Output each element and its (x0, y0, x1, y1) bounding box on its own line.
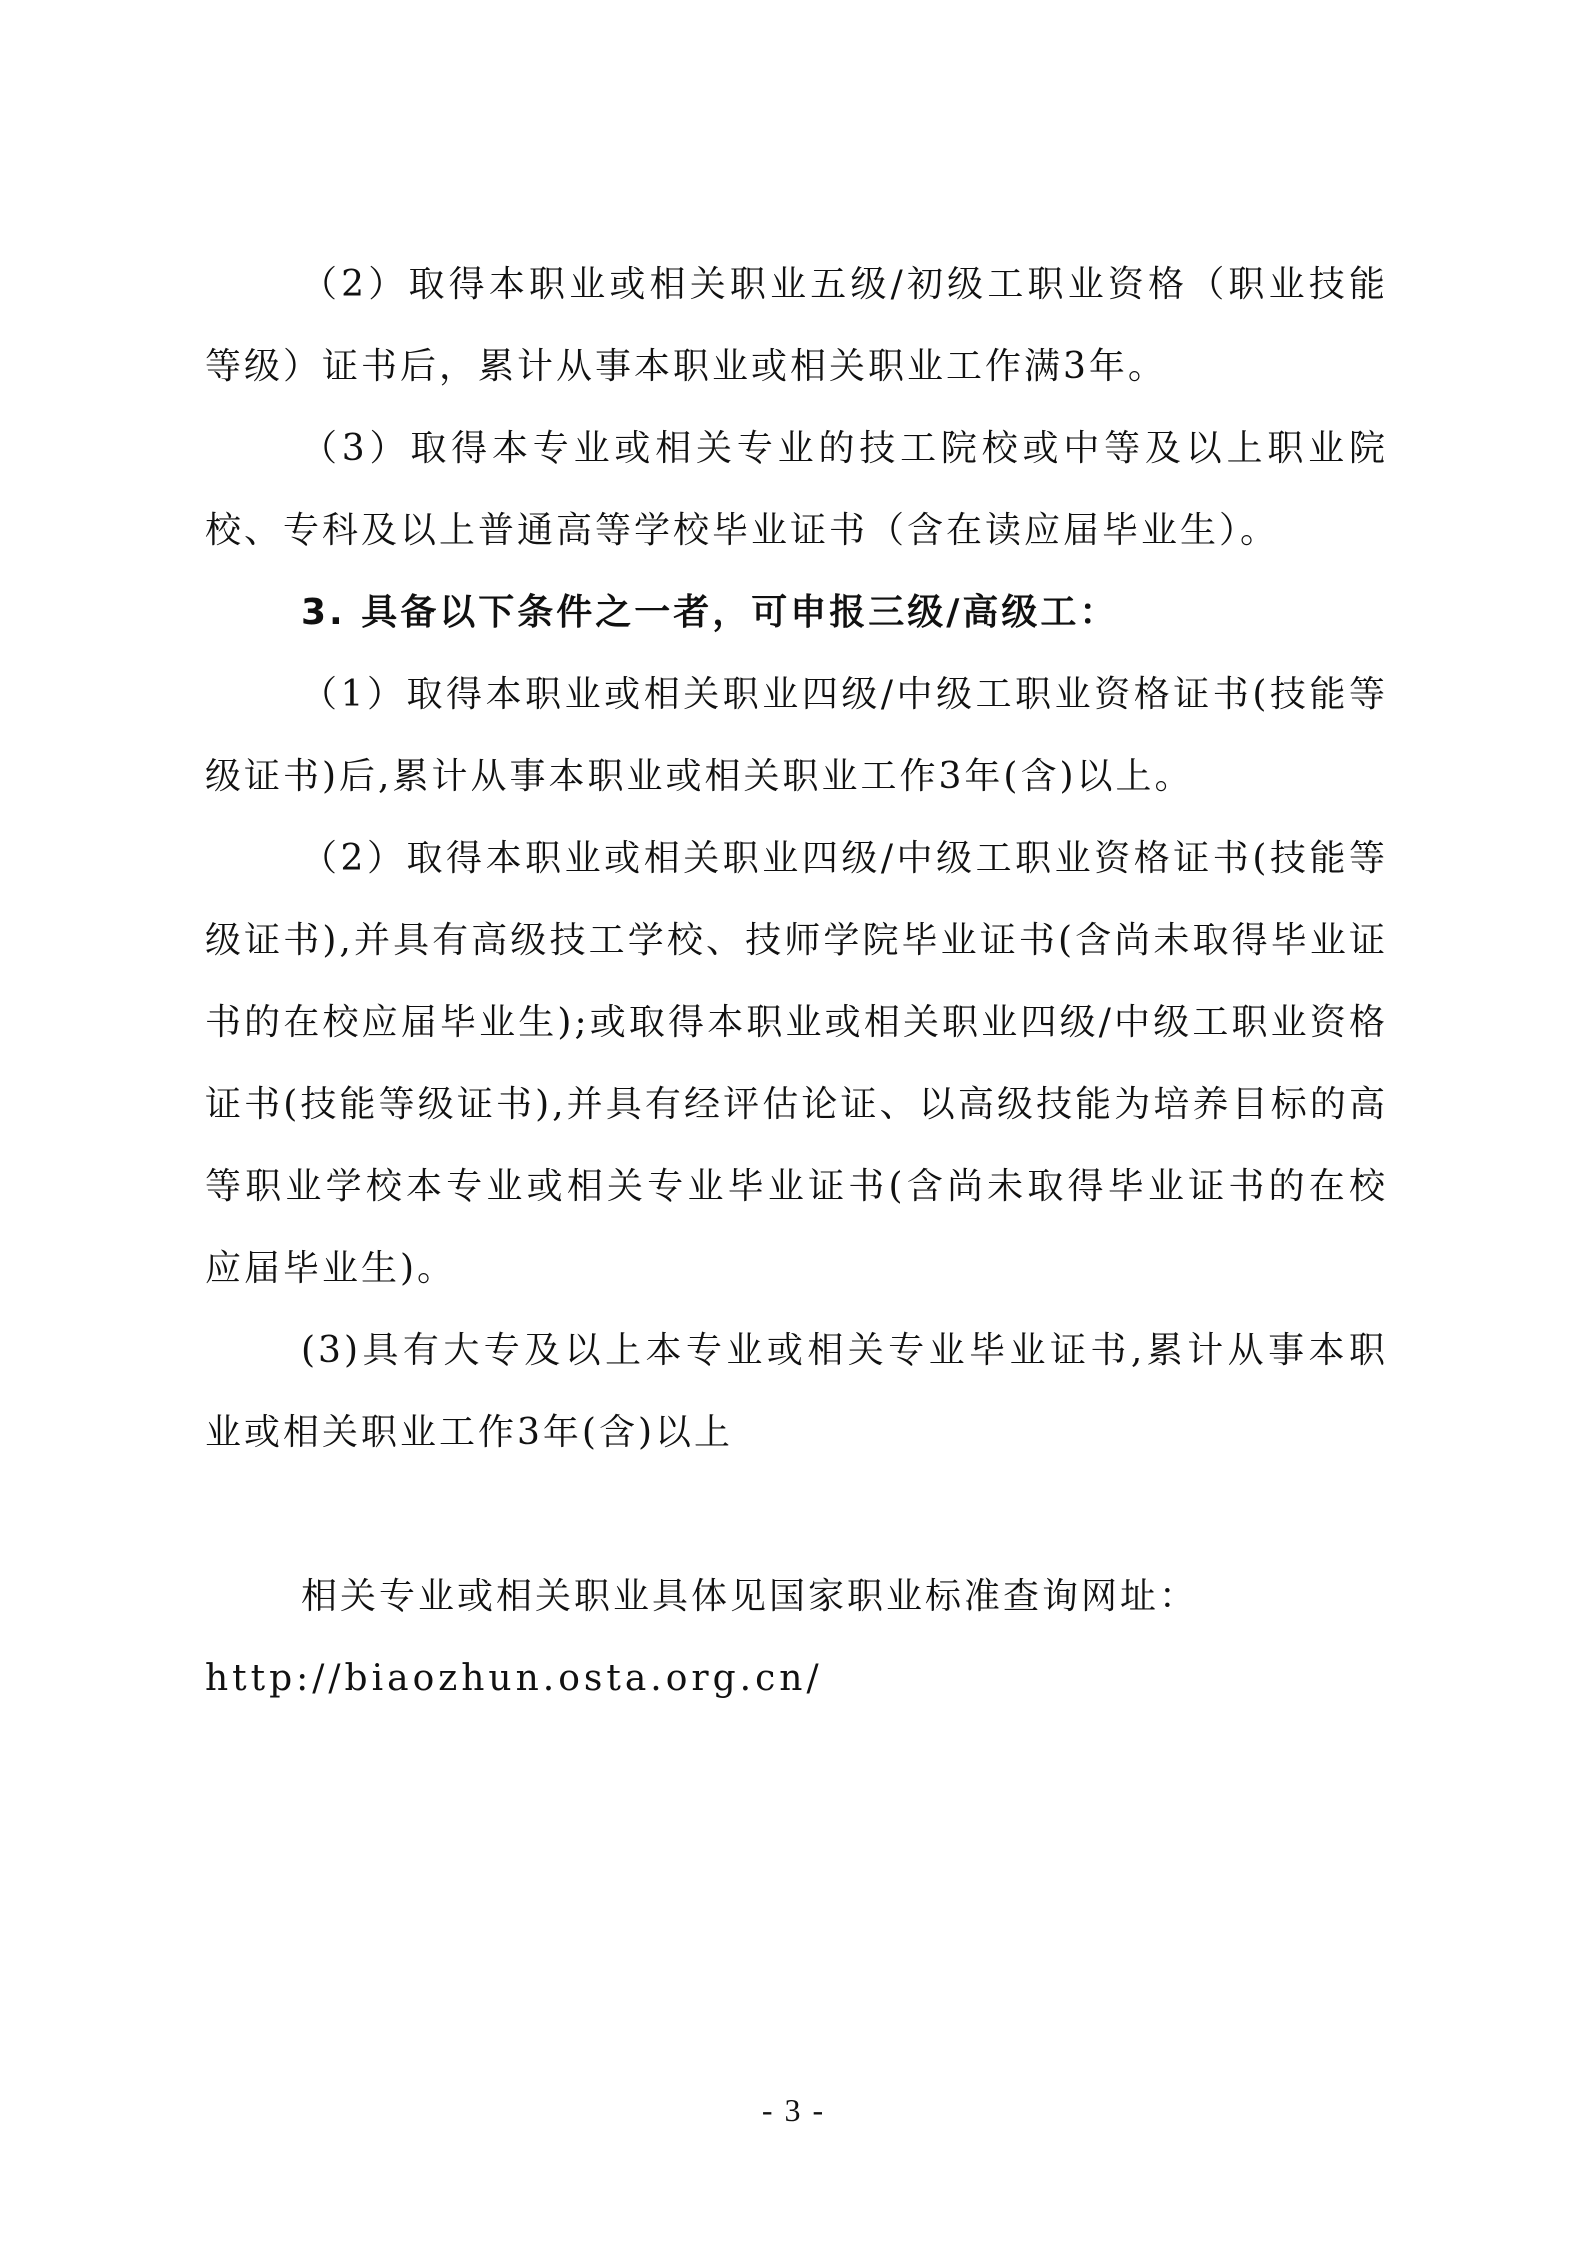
page-number: - 3 - (761, 2092, 826, 2128)
section-heading-senior-worker: 3. 具备以下条件之一者，可申报三级/高级工： (301, 592, 1119, 633)
paragraph-junior-condition-2: （2）取得本职业或相关职业五级/初级工职业资格（职业技能等级）证书后，累计从事本职业或相关职业工作满3年。 (205, 264, 1388, 387)
paragraph-senior-condition-3: (3)具有大专及以上本专业或相关专业毕业证书,累计从事本职业或相关职业工作3年(含)以上 (205, 1330, 1388, 1453)
standards-lookup-note: 相关专业或相关职业具体见国家职业标准查询网址： (301, 1576, 1199, 1617)
standards-lookup-url[interactable]: http://biaozhun.osta.org.cn/ (205, 1658, 823, 1699)
paragraph-senior-condition-1: （1）取得本职业或相关职业四级/中级工职业资格证书(技能等级证书)后,累计从事本职业或相关职业工作3年(含)以上。 (205, 674, 1388, 797)
paragraph-junior-condition-3: （3）取得本专业或相关专业的技工院校或中等及以上职业院校、专科及以上普通高等学校毕业证书（含在读应届毕业生）。 (205, 428, 1388, 551)
paragraph-senior-condition-2: （2）取得本职业或相关职业四级/中级工职业资格证书(技能等级证书),并具有高级技工学校、技师学院毕业证书(含尚未取得毕业证书的在校应届毕业生);或取得本职业或相关职业四级/中级工职业资格证书(技能等级证书),并具有经评估论证、以高级技能为培养目标的高等职业学校本专业或相关专业毕业证书(含尚未取得毕业证书的在校应届毕业生)。 (205, 838, 1388, 1289)
